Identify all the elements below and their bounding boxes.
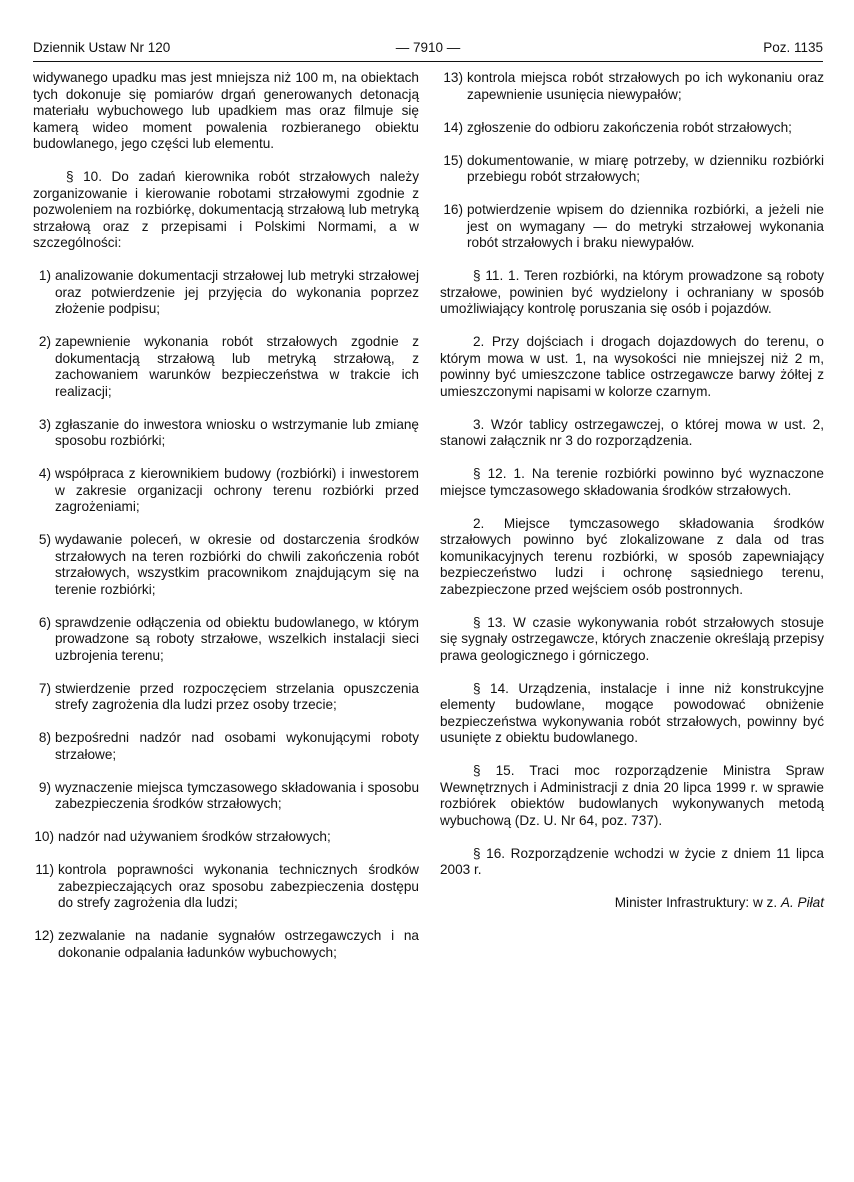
list-item-number: 13) — [443, 70, 463, 85]
page-number: — 7910 — — [395, 40, 461, 55]
signature-title: Minister Infrastruktury: w z. — [614, 895, 781, 910]
list-item-number: 2) — [38, 334, 51, 349]
section-16-paragraph: § 16. Rozporządzenie wchodzi w życie z dniem 11 lipca 2003 r. — [440, 845, 824, 877]
signature — [440, 895, 824, 912]
list-item-number: 14) — [443, 119, 463, 135]
list-item — [440, 153, 824, 186]
list-item-number: 4) — [38, 466, 51, 481]
continuation-paragraph: widywanego upadku mas jest mniejsza niż 100 m, na obiektach tych dokonuje się pomiarów drgań generowanych detonacją materiału wybuchowego lub upadkiem mas oraz filmuje się kamerą wideo moment powalenia rozbieranego obiektu budowlanego, jego części lub elementu. — [33, 70, 419, 151]
list-item — [33, 466, 419, 516]
list-item-text: kontrola poprawności wykonania technicznych środków zabezpieczających oraz sposobu zabezpieczenia dostępu do strefy zagrożenia dla ludzi; — [58, 862, 419, 910]
section-13-paragraph: § 13. W czasie wykonywania robót strzałowych stosuje się sygnały ostrzegawcze, których znaczenie określają przepisy prawa geologicznego i górniczego. — [440, 614, 824, 663]
list-item-text: współpraca z kierownikiem budowy (rozbiórki) i inwestorem w zakresie organizacji ochrony terenu rozbiórki przed zagrożeniami; — [55, 466, 419, 514]
left-column — [33, 70, 419, 978]
list-item — [440, 202, 824, 252]
list-item — [33, 681, 419, 714]
list-item-text: kontrola miejsca robót strzałowych po ich wykonaniu oraz zapewnienie usunięcia niewypałów; — [467, 70, 824, 102]
signatory-name: A. Piłat — [780, 895, 824, 910]
list-item-text: zgłoszenie do odbioru zakończenia robót strzałowych; — [467, 119, 792, 135]
list-item-text: wyznaczenie miejsca tymczasowego składowania i sposobu zabezpieczenia środków strzałowych; — [55, 779, 419, 811]
section-11-paragraph-1: § 11. 1. Teren rozbiórki, na którym prowadzone są roboty strzałowe, powinien być wydzielony i ochraniany w sposób umożliwiający kontrolę poruszania się osób i pojazdów. — [440, 268, 824, 316]
section-14-paragraph: § 14. Urządzenia, instalacje i inne niż konstrukcyjne elementy budowlane, mogące powodować obniżenie bezpieczeństwa wykonywania robót strzałowych, powinny być usunięte z obiektu budowlanego. — [440, 680, 824, 745]
journal-title: Dziennik Ustaw Nr 120 — [33, 40, 171, 55]
list-item-number: 11) — [35, 862, 54, 877]
list-item-text: bezpośredni nadzór nad osobami wykonującymi roboty strzałowe; — [55, 730, 419, 762]
list-item-text: nadzór nad używaniem środków strzałowych; — [58, 829, 331, 844]
list-item — [33, 730, 419, 763]
list-item — [33, 268, 419, 318]
list-item — [440, 70, 824, 103]
section-12-paragraph-1: § 12. 1. Na terenie rozbiórki powinno być wyznaczone miejsce tymczasowego składowania środków strzałowych. — [440, 466, 824, 498]
list-item-number: 16) — [443, 202, 463, 217]
list-item-text: zezwalanie na nadanie sygnałów ostrzegawczych i na dokonanie odpalania ładunków wybuchowych; — [58, 928, 419, 960]
list-item-number: 9) — [38, 779, 51, 795]
list-item — [33, 417, 419, 450]
list-item-number: 15) — [443, 152, 463, 168]
list-item-text: zapewnienie wykonania robót strzałowych zgodnie z dokumentacją strzałową lub metryką strzałową, z zachowaniem warunków bezpieczeństwa w trakcie ich realizacji; — [55, 334, 419, 399]
list-item — [33, 928, 419, 961]
list-item — [440, 120, 824, 137]
list-item-number: 6) — [38, 614, 51, 630]
list-item-number: 1) — [38, 268, 51, 283]
list-item-text: wydawanie poleceń, w okresie od dostarczenia środków strzałowych na teren rozbiórki do chwili zakończenia robót strzałowych, wszystkim pracownikom znajdującym się na terenie rozbiórki; — [55, 532, 419, 597]
list-item-text: stwierdzenie przed rozpoczęciem strzelania opuszczenia strefy zagrożenia dla ludzi przez osoby trzecie; — [55, 680, 419, 712]
list-item — [33, 862, 419, 912]
list-item — [33, 334, 419, 400]
list-item — [33, 829, 419, 846]
list-item — [33, 615, 419, 665]
section-12-paragraph-2: 2. Miejsce tymczasowego składowania środków strzałowych powinno być zlokalizowane z dala od tras komunikacyjnych terenu rozbiórki, w sposób zapewniający bezpieczeństwo ludzi i ochronę sąsiedniego terenu, zabezpieczone przed wejściem osób postronnych. — [440, 515, 824, 597]
list-item-number: 10) — [34, 829, 54, 844]
list-item-text: analizowanie dokumentacji strzałowej lub metryki strzałowej oraz potwierdzenie jej przyjęcia do wykonania poprzez złożenie podpisu; — [55, 268, 419, 316]
list-item-number: 3) — [38, 416, 51, 432]
right-column — [440, 70, 824, 912]
list-item-number: 7) — [38, 680, 51, 696]
page-header — [33, 38, 823, 62]
position-number: Poz. 1135 — [763, 40, 823, 55]
section-15-paragraph: § 15. Traci moc rozporządzenie Ministra Spraw Wewnętrznych i Administracji z dnia 20 lipca 1999 r. w sprawie rozbiórek obiektów budowlanych wykonywanych metodą wybuchową (Dz. U. Nr 64, poz. 737). — [440, 763, 824, 828]
section-11-paragraph-2: 2. Przy dojściach i drogach dojazdowych do terenu, o którym mowa w ust. 1, na wysokości nie mniejszej niż 2 m, powinny być umieszczone tablice ostrzegawcze barwy żółtej z umieszczonymi napisami w kolorze czarnym. — [440, 334, 824, 399]
list-item-text: potwierdzenie wpisem do dziennika rozbiórki, a jeżeli nie jest on wymagany — do metryki strzałowej wykonania robót strzałowych i braku niewypałów. — [467, 202, 824, 250]
list-item-text: dokumentowanie, w miarę potrzeby, w dzienniku rozbiórki przebiegu robót strzałowych; — [467, 152, 824, 184]
list-item — [33, 780, 419, 813]
list-item-number: 12) — [34, 928, 54, 943]
list-item — [33, 532, 419, 598]
list-item-text: zgłaszanie do inwestora wniosku o wstrzymanie lub zmianę sposobu rozbiórki; — [55, 416, 419, 448]
section-10-intro: § 10. Do zadań kierownika robót strzałowych należy zorganizowanie i kierowanie robotami strzałowymi zgodnie z pozwoleniem na rozbiórkę, dokumentacją strzałową lub metryką strzałową oraz z przepisami i Polskimi Normami, a w szczególności: — [33, 169, 419, 250]
list-item-text: sprawdzenie odłączenia od obiektu budowlanego, w którym prowadzone są roboty strzałowe, wszelkich instalacji sieci uzbrojenia terenu; — [55, 614, 419, 663]
list-item-number: 5) — [38, 532, 51, 547]
section-11-paragraph-3: 3. Wzór tablicy ostrzegawczej, o której mowa w ust. 2, stanowi załącznik nr 3 do rozporządzenia. — [440, 416, 824, 448]
list-item-number: 8) — [38, 730, 51, 745]
